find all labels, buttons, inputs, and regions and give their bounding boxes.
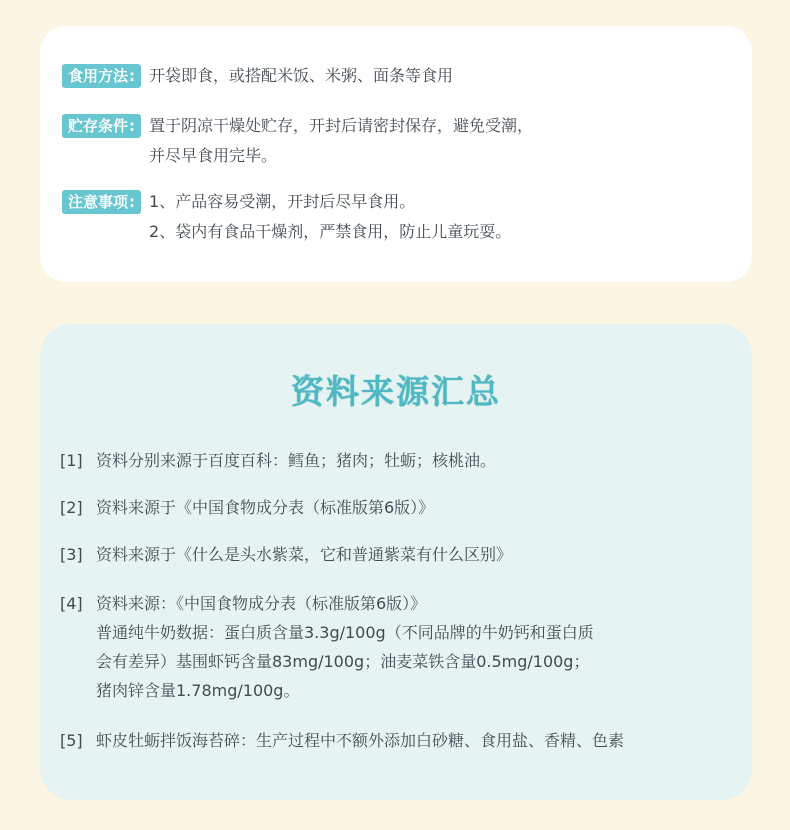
source-number: [1]	[60, 451, 83, 470]
source-text: 虾皮牡蛎拌饭海苔碎：生产过程中不额外添加白砂糖、食用盐、香精、色素	[96, 731, 625, 750]
source-item-1	[60, 446, 496, 475]
usage-text	[149, 61, 453, 91]
source-text: 资料来源：《中国食物成分表（标准版第6版）》	[96, 594, 427, 613]
source-text: 猪肉锌含量1.78mg/100g。	[96, 681, 300, 700]
source-text: 资料来源于《中国食物成分表（标准版第6版）》	[96, 498, 435, 517]
usage-label-colon: :	[129, 67, 136, 85]
source-text: 资料来源于《什么是头水紫菜，它和普通紫菜有什么区别》	[96, 545, 513, 564]
source-item-4	[60, 589, 594, 705]
source-text: 会有差异）基围虾钙含量83mg/100g；油麦菜铁含量0.5mg/100g；	[96, 652, 590, 671]
usage-line: 开袋即食，或搭配米饭、米粥、面条等食用	[149, 66, 454, 85]
source-text: 普通纯牛奶数据：蛋白质含量3.3g/100g（不同品牌的牛奶钙和蛋白质	[96, 623, 594, 642]
source-item-2	[60, 493, 434, 522]
usage-row	[62, 64, 453, 91]
storage-label-colon: :	[129, 117, 136, 135]
usage-label: 食用方法	[68, 67, 129, 85]
storage-line: 置于阴凉干燥处贮存，开封后请密封保存，避免受潮，	[149, 116, 534, 135]
notes-text	[149, 187, 511, 247]
product-info-card	[40, 26, 752, 282]
storage-line: 并尽早食用完毕。	[149, 146, 278, 165]
source-number: [2]	[60, 498, 83, 517]
notes-label-colon: :	[129, 193, 136, 211]
source-number: [3]	[60, 545, 83, 564]
source-item-5	[60, 726, 624, 755]
notes-label: 注意事项	[68, 193, 129, 211]
usage-label-tag	[62, 64, 141, 88]
source-number: [5]	[60, 731, 83, 750]
sources-card	[40, 324, 752, 800]
notes-label-tag	[62, 190, 141, 214]
storage-row	[62, 114, 533, 171]
source-number: [4]	[60, 594, 83, 613]
notes-row	[62, 190, 511, 247]
sources-title: 资料来源汇总	[291, 372, 501, 411]
notes-line: 1、产品容易受潮，开封后尽早食用。	[149, 192, 416, 211]
notes-line: 2、袋内有食品干燥剂，严禁食用，防止儿童玩耍。	[149, 222, 512, 241]
storage-text	[149, 111, 533, 171]
source-item-3	[60, 540, 512, 569]
storage-label: 贮存条件	[68, 117, 129, 135]
source-text: 资料分别来源于百度百科：鳕鱼；猪肉；牡蛎；核桃油。	[96, 451, 497, 470]
storage-label-tag	[62, 114, 141, 138]
